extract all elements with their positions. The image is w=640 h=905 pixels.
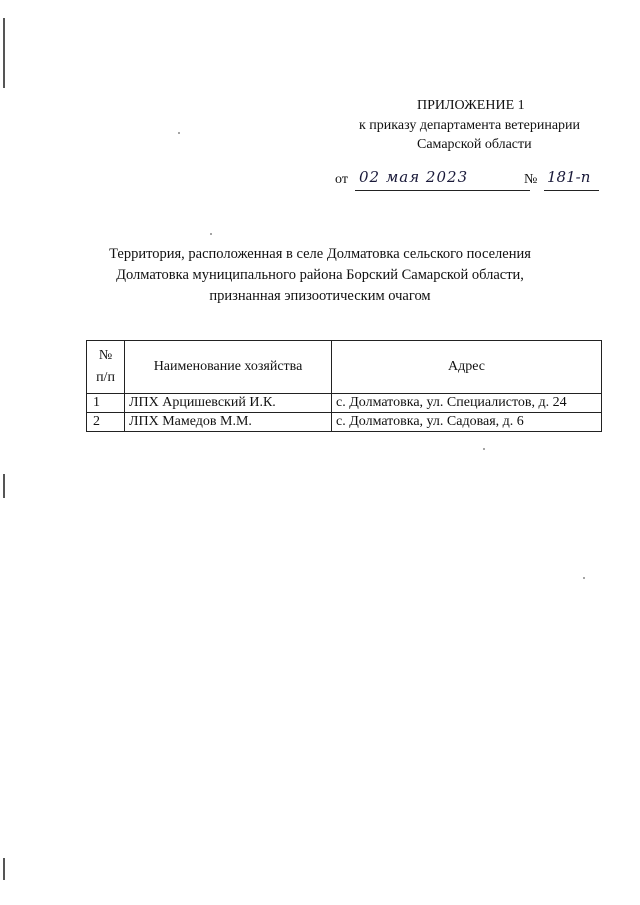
header-number	[87, 341, 125, 394]
scan-speck	[483, 448, 485, 450]
appendix-line-order: к приказу департамента ветеринарии	[359, 118, 581, 133]
scan-speck	[178, 132, 180, 134]
scan-edge-mark	[3, 18, 5, 88]
header-address: Адрес	[332, 341, 602, 394]
row-farm-name: ЛПХ Мамедов М.М.	[125, 413, 332, 432]
heading-line-1: Территория, расположенная в селе Долматовка сельского поселения	[109, 246, 531, 262]
table-row	[87, 413, 602, 432]
row-number: 2	[87, 413, 125, 432]
heading-line-2: Долматовка муниципального района Борский Самарской области,	[116, 267, 524, 283]
row-address: с. Долматовка, ул. Специалистов, д. 24	[332, 394, 602, 413]
order-from-label: от	[335, 172, 348, 187]
row-address: с. Долматовка, ул. Садовая, д. 6	[332, 413, 602, 432]
order-reference	[335, 168, 605, 194]
table-row	[87, 394, 602, 413]
heading-line-3: признанная эпизоотическим очагом	[209, 288, 431, 304]
appendix-line-region: Самарской области	[417, 137, 532, 152]
row-number: 1	[87, 394, 125, 413]
order-date-underline	[355, 190, 530, 191]
header-number-line2: п/п	[96, 370, 115, 385]
scan-edge-mark	[3, 474, 5, 498]
scan-edge-mark	[3, 858, 5, 880]
header-number-line1: №	[98, 348, 113, 363]
document-heading	[20, 244, 620, 307]
row-farm-name: ЛПХ Арцишевский И.К.	[125, 394, 332, 413]
scan-speck	[210, 233, 212, 235]
outbreak-table	[86, 340, 602, 432]
header-farm-name: Наименование хозяйства	[125, 341, 332, 394]
order-number-label: №	[524, 172, 538, 187]
appendix-title: ПРИЛОЖЕНИЕ 1	[417, 98, 525, 113]
order-date-handwritten: 02 мая 2023	[359, 168, 469, 186]
table-header-row	[87, 341, 602, 394]
scan-speck	[583, 577, 585, 579]
order-number-underline	[544, 190, 599, 191]
order-number-handwritten: 181-п	[547, 168, 591, 186]
